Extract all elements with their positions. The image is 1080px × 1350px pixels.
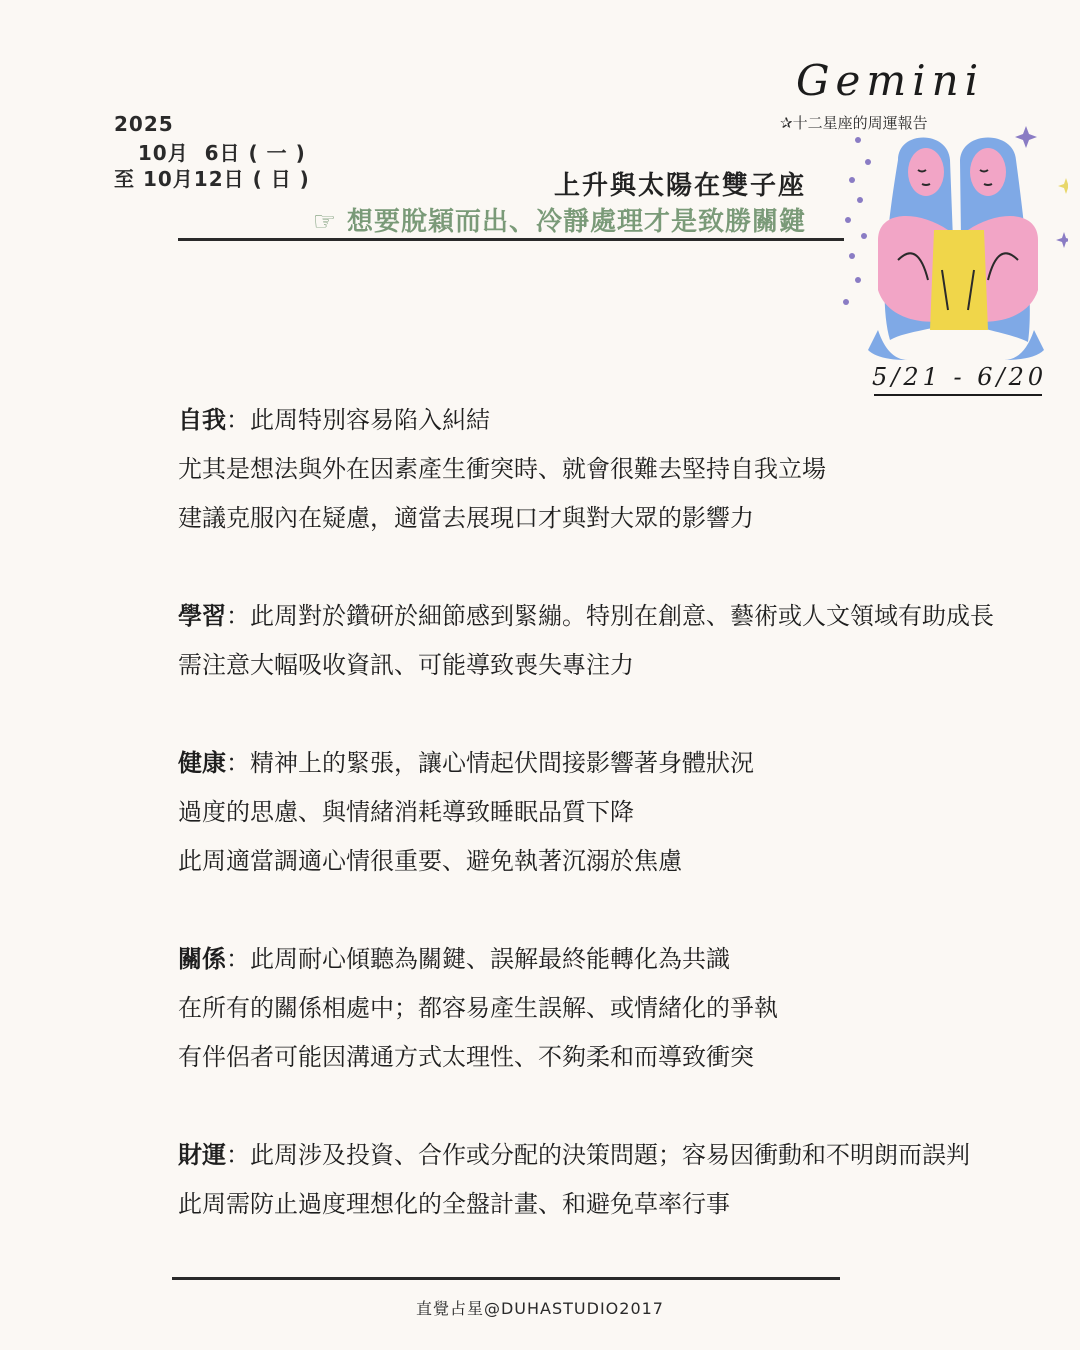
section-label: 學習 (178, 602, 226, 630)
section-text: ：精神上的緊張，讓心情起伏間接影響著身體狀況 (226, 749, 754, 777)
headline: 上升與太陽在雙子座 (553, 171, 806, 201)
section-health (178, 739, 754, 886)
sign-name: Gemini (796, 56, 985, 105)
week-start-date: 10月 6日 ( 一 ) (114, 141, 306, 165)
section-label: 健康 (178, 749, 226, 777)
header-divider (178, 238, 844, 241)
subline (313, 201, 806, 238)
section-label: 關係 (178, 945, 226, 973)
report-year: 2025 (114, 112, 174, 136)
section-line (178, 935, 778, 984)
footer-divider (172, 1277, 840, 1280)
section-line: 過度的思慮、與情緒消耗導致睡眠品質下降 (178, 798, 634, 826)
date-range-underline (874, 394, 1042, 396)
section-label: 財運 (178, 1141, 226, 1169)
section-text: ：此周耐心傾聽為關鍵、誤解最終能轉化為共識 (226, 945, 730, 973)
section-line: 建議克服內在疑慮，適當去展現口才與對大眾的影響力 (178, 504, 754, 532)
section-line (178, 592, 994, 641)
sign-tagline: ✰十二星座的周運報告 (780, 114, 928, 132)
section-label: 自我 (178, 406, 226, 434)
section-line: 有伴侶者可能因溝通方式太理性、不夠柔和而導致衝突 (178, 1043, 754, 1071)
section-line: 此周需防止過度理想化的全盤計畫、和避免草率行事 (178, 1190, 730, 1218)
section-text: ：此周對於鑽研於細節感到緊繃。特別在創意、藝術或人文領域有助成長 (226, 602, 994, 630)
section-self (178, 396, 826, 543)
dots-decoration-icon (843, 137, 871, 305)
gemini-twins-illustration (838, 120, 1068, 370)
pointing-hand-icon: ☞ (312, 207, 337, 237)
section-line (178, 1131, 970, 1180)
section-line (178, 739, 754, 788)
section-line: 尤其是想法與外在因素產生衝突時、就會很難去堅持自我立場 (178, 455, 826, 483)
subline-text: 想要脫穎而出、冷靜處理才是致勝關鍵 (346, 207, 806, 237)
section-relationships (178, 935, 778, 1082)
sign-date-range: 5/21 - 6/20 (872, 363, 1048, 391)
section-text: ：此周特別容易陷入糾結 (226, 406, 490, 434)
footer-credit: 直覺占星@DUHASTUDIO2017 (415, 1299, 664, 1318)
section-learning (178, 592, 994, 690)
section-finance (178, 1131, 970, 1229)
section-line: 需注意大幅吸收資訊、可能導致喪失專注力 (178, 651, 634, 679)
section-text: ：此周涉及投資、合作或分配的決策問題；容易因衝動和不明朗而誤判 (226, 1141, 970, 1169)
section-line: 在所有的關係相處中；都容易產生誤解、或情緒化的爭執 (178, 994, 778, 1022)
week-end-date: 至 10月12日 ( 日 ) (114, 167, 310, 191)
section-line (178, 396, 826, 445)
section-line: 此周適當調適心情很重要、避免執著沉溺於焦慮 (178, 847, 682, 875)
